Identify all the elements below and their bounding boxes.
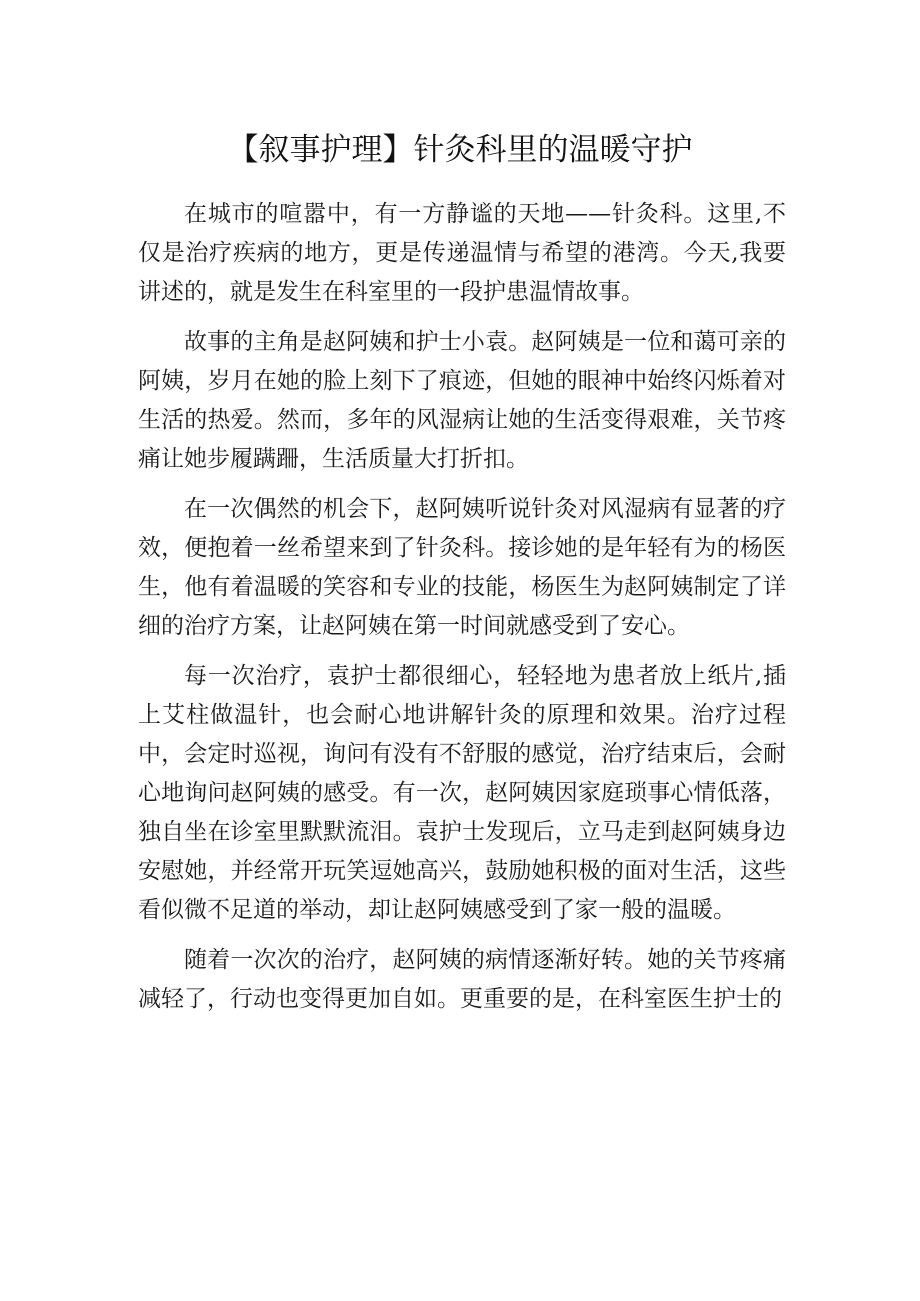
document-body [138,195,786,1030]
paragraph: 故事的主角是赵阿姨和护士小袁。赵阿姨是一位和蔼可亲的阿姨，岁月在她的脸上刻下了痕迹，但她的眼神中始终闪烁着对生活的热爱。然而，多年的风湿病让她的生活变得艰难，关节疼痛让她步履蹒跚，生活质量大打折扣。 [138,329,786,472]
document-title: 【叙事护理】针灸科里的温暖守护 [227,132,693,168]
paragraph: 在城市的喧嚣中，有一方静谧的天地——针灸科。这里,不仅是治疗疾病的地方，更是传递温情与希望的港湾。今天,我要讲述的，就是发生在科室里的一段护患温情故事。 [138,201,786,305]
paragraph: 在一次偶然的机会下，赵阿姨听说针灸对风湿病有显著的疗效，便抱着一丝希望来到了针灸科。接诊她的是年轻有为的杨医生，他有着温暖的笑容和专业的技能，杨医生为赵阿姨制定了详细的治疗方案，让赵阿姨在第一时间就感受到了安心。 [138,496,786,639]
paragraph: 每一次治疗，袁护士都很细心，轻轻地为患者放上纸片,插上艾柱做温针，也会耐心地讲解针灸的原理和效果。治疗过程中，会定时巡视，询问有没有不舒服的感觉，治疗结束后，会耐心地询问赵阿姨的感受。有一次，赵阿姨因家庭琐事心情低落，独自坐在诊室里默默流泪。袁护士发现后，立马走到赵阿姨身边安慰她，并经常开玩笑逗她高兴，鼓励她积极的面对生活，这些看似微不足道的举动，却让赵阿姨感受到了家一般的温暖。 [138,663,786,923]
paragraph: 随着一次次的治疗，赵阿姨的病情逐渐好转。她的关节疼痛减轻了，行动也变得更加自如。更重要的是，在科室医生护士的 [138,947,786,1012]
